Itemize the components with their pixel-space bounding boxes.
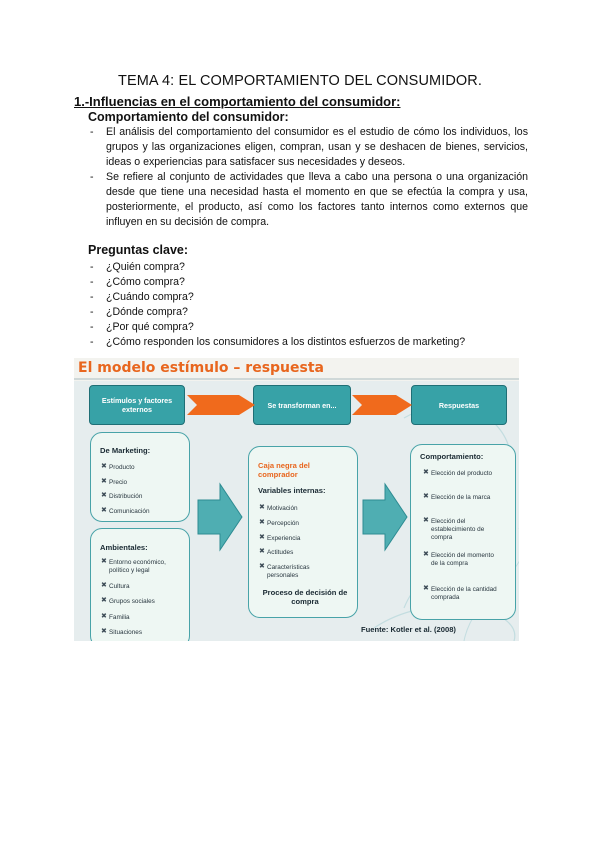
behavior-item: ✖ Elección del momento de la compra bbox=[423, 551, 494, 567]
question-item: - ¿Por qué compra? bbox=[88, 320, 528, 335]
questions-list bbox=[88, 260, 528, 350]
teal-arrow-icon bbox=[361, 482, 411, 552]
marketing-item: ✖ Comunicación bbox=[101, 507, 150, 515]
question-item: - ¿Cómo compra? bbox=[88, 275, 528, 290]
internal-variable-item: ✖ Experiencia bbox=[259, 534, 301, 542]
teal-arrow-icon bbox=[196, 482, 246, 552]
question-item: - ¿Dónde compra? bbox=[88, 305, 528, 320]
orange-arrow-icon bbox=[187, 392, 257, 418]
internal-variable-item: ✖ Características personales bbox=[259, 563, 310, 579]
environment-item: ✖ Grupos sociales bbox=[101, 597, 155, 605]
behavior-item: ✖ Elección de la marca bbox=[423, 493, 491, 501]
decision-process-label: Proceso de decisión de compra bbox=[262, 588, 348, 606]
behavior-item: ✖ Elección de la cantidad comprada bbox=[423, 585, 497, 601]
diagram-title: El modelo estímulo – respuesta bbox=[78, 360, 324, 376]
marketing-title: De Marketing: bbox=[100, 446, 151, 455]
question-item: - ¿Cómo responden los consumidores a los distintos esfuerzos de marketing? bbox=[88, 335, 528, 350]
behavior-item: ✖ Elección del establecimiento de compra bbox=[423, 517, 485, 541]
responses-box: Respuestas bbox=[411, 385, 507, 425]
section-heading: 1.-Influencias en el comportamiento del consumidor: bbox=[74, 94, 401, 109]
definition-heading: Comportamiento del consumidor: bbox=[88, 110, 289, 124]
question-item: - ¿Quién compra? bbox=[88, 260, 528, 275]
black-box-title: Caja negra del comprador bbox=[258, 461, 310, 479]
page-title: TEMA 4: EL COMPORTAMIENTO DEL CONSUMIDOR. bbox=[118, 73, 482, 89]
environment-item: ✖ Entorno económico, político y legal bbox=[101, 558, 166, 574]
question-item: - ¿Cuándo compra? bbox=[88, 290, 528, 305]
internal-variable-item: ✖ Motivación bbox=[259, 504, 298, 512]
definition-item: - Se refiere al conjunto de actividades que lleva a cabo una persona o una organización desde que tiene una necesidad hasta el momento en que se efectúa la compra y usa, posteriormente, el producto, así como los factores tanto internos como externos que influyen en su decisión de compra. bbox=[88, 170, 528, 230]
behavior-item: ✖ Elección del producto bbox=[423, 469, 493, 477]
internal-variables-title: Variables internas: bbox=[258, 486, 326, 495]
source-citation: Fuente: Kotler et al. (2008) bbox=[361, 625, 456, 634]
orange-arrow-icon bbox=[352, 392, 414, 418]
environment-item: ✖ Situaciones bbox=[101, 628, 143, 636]
marketing-item: ✖ Distribución bbox=[101, 492, 143, 500]
questions-heading: Preguntas clave: bbox=[88, 243, 189, 257]
internal-variable-item: ✖ Actitudes bbox=[259, 548, 294, 556]
marketing-item: ✖ Producto bbox=[101, 463, 135, 471]
marketing-item: ✖ Precio bbox=[101, 478, 128, 486]
internal-variable-item: ✖ Percepción bbox=[259, 519, 299, 527]
behavior-title: Comportamiento: bbox=[420, 452, 484, 461]
environment-item: ✖ Familia bbox=[101, 613, 130, 621]
diagram-header-bar bbox=[74, 378, 519, 380]
transform-box: Se transforman en... bbox=[253, 385, 351, 425]
environment-title: Ambientales: bbox=[100, 543, 148, 552]
stimuli-box: Estímulos y factores externos bbox=[89, 385, 185, 425]
stimulus-response-diagram bbox=[74, 358, 519, 641]
definition-item: - El análisis del comportamiento del consumidor es el estudio de cómo los individuos, los grupos y las organizaciones eligen, compran, usan y se deshacen de bienes, servicios, ideas o experiencias para satisfacer sus necesidades y deseos. bbox=[88, 125, 528, 170]
definition-list bbox=[88, 125, 528, 230]
environment-item: ✖ Cultura bbox=[101, 582, 130, 590]
